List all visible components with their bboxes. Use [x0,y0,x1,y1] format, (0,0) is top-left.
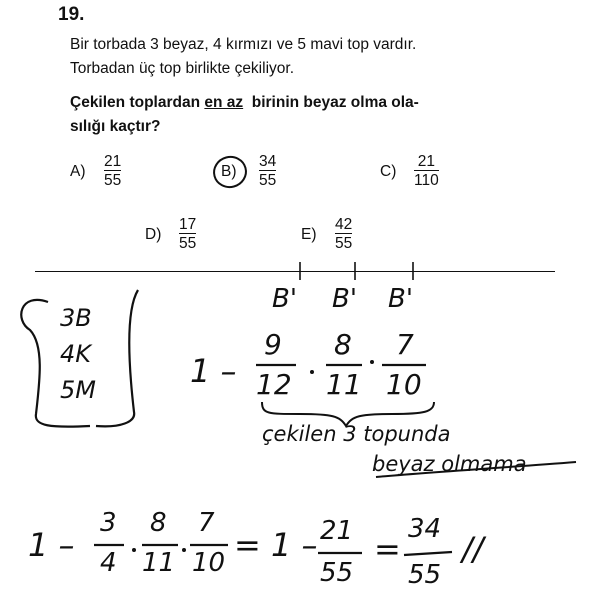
option-a-letter[interactable]: A) [70,163,86,180]
question-text-line2: Torbadan üç top birlikte çekiliyor. [70,60,295,77]
option-d-numerator: 17 [179,216,197,233]
question-number: 19. [58,4,85,25]
dot-2 [370,360,374,364]
option-a-numerator: 21 [104,153,122,170]
option-c-letter[interactable]: C) [380,163,397,180]
prompt-part-a: Çekilen toplardan [70,94,205,111]
expr1-den-3: 10 [386,368,422,401]
option-d-letter[interactable]: D) [145,226,162,243]
top-label-3: B' [388,284,413,314]
option-b-letter[interactable]: B) [221,163,237,180]
option-d-denominator: 55 [179,235,197,252]
expr1-lead: 1 – [190,352,237,390]
question-text-line1: Bir torbada 3 beyaz, 4 kırmızı ve 5 mavi top vardır. [70,36,417,53]
dot-4 [182,548,186,552]
dot-1 [310,370,314,374]
given-blue: 5M [60,376,96,404]
given-white: 3B [60,304,92,332]
expr1-den-2: 11 [326,368,362,401]
expr1-den-1: 12 [256,368,292,401]
option-e-numerator: 42 [335,216,353,233]
given-box [60,300,96,408]
expr1-num-2: 8 [334,328,352,361]
option-a-denominator: 55 [104,172,122,189]
expr1-num-1: 9 [264,328,282,361]
expr2-lead: 1 – [28,526,75,564]
expr2-result-num: 34 [408,514,442,544]
option-b-denominator: 55 [259,172,277,189]
expr2-equals: = [374,530,401,568]
expr2-end-mark: // [462,530,484,568]
expr2-den-3: 10 [192,548,226,578]
expr2-mid-num: 21 [320,516,354,546]
expr2-den-1: 4 [100,548,117,578]
option-e-letter[interactable]: E) [301,226,317,243]
option-c-denominator: 110 [414,172,439,189]
expr2-num-1: 3 [100,508,117,538]
expr2-mid: = 1 – [234,526,318,564]
section-divider [35,271,555,272]
option-c-numerator: 21 [417,153,435,170]
top-label-2: B' [332,284,357,314]
expr2-num-3: 7 [198,508,215,538]
option-e-denominator: 55 [335,235,353,252]
prompt-underlined: en az [204,94,244,111]
expr2-den-2: 11 [142,548,176,578]
top-label-1: B' [272,284,297,314]
option-b-numerator: 34 [259,153,277,170]
answer-circle [211,153,250,190]
box-bracket-right [96,290,138,426]
note-line2: beyaz olmama [372,452,527,476]
question-prompt-line2: sılığı kaçtır? [70,118,161,135]
expr2-result-den: 55 [408,560,442,590]
expr1-num-3: 7 [396,328,414,361]
dot-3 [132,548,136,552]
expr2-num-2: 8 [150,508,167,538]
given-red: 4K [60,340,92,368]
note-line1: çekilen 3 topunda [262,422,451,446]
expr2-bar-5 [404,552,452,555]
expr2-mid-den: 55 [320,558,354,588]
prompt-part-b: birinin beyaz olma ola- [243,94,419,111]
